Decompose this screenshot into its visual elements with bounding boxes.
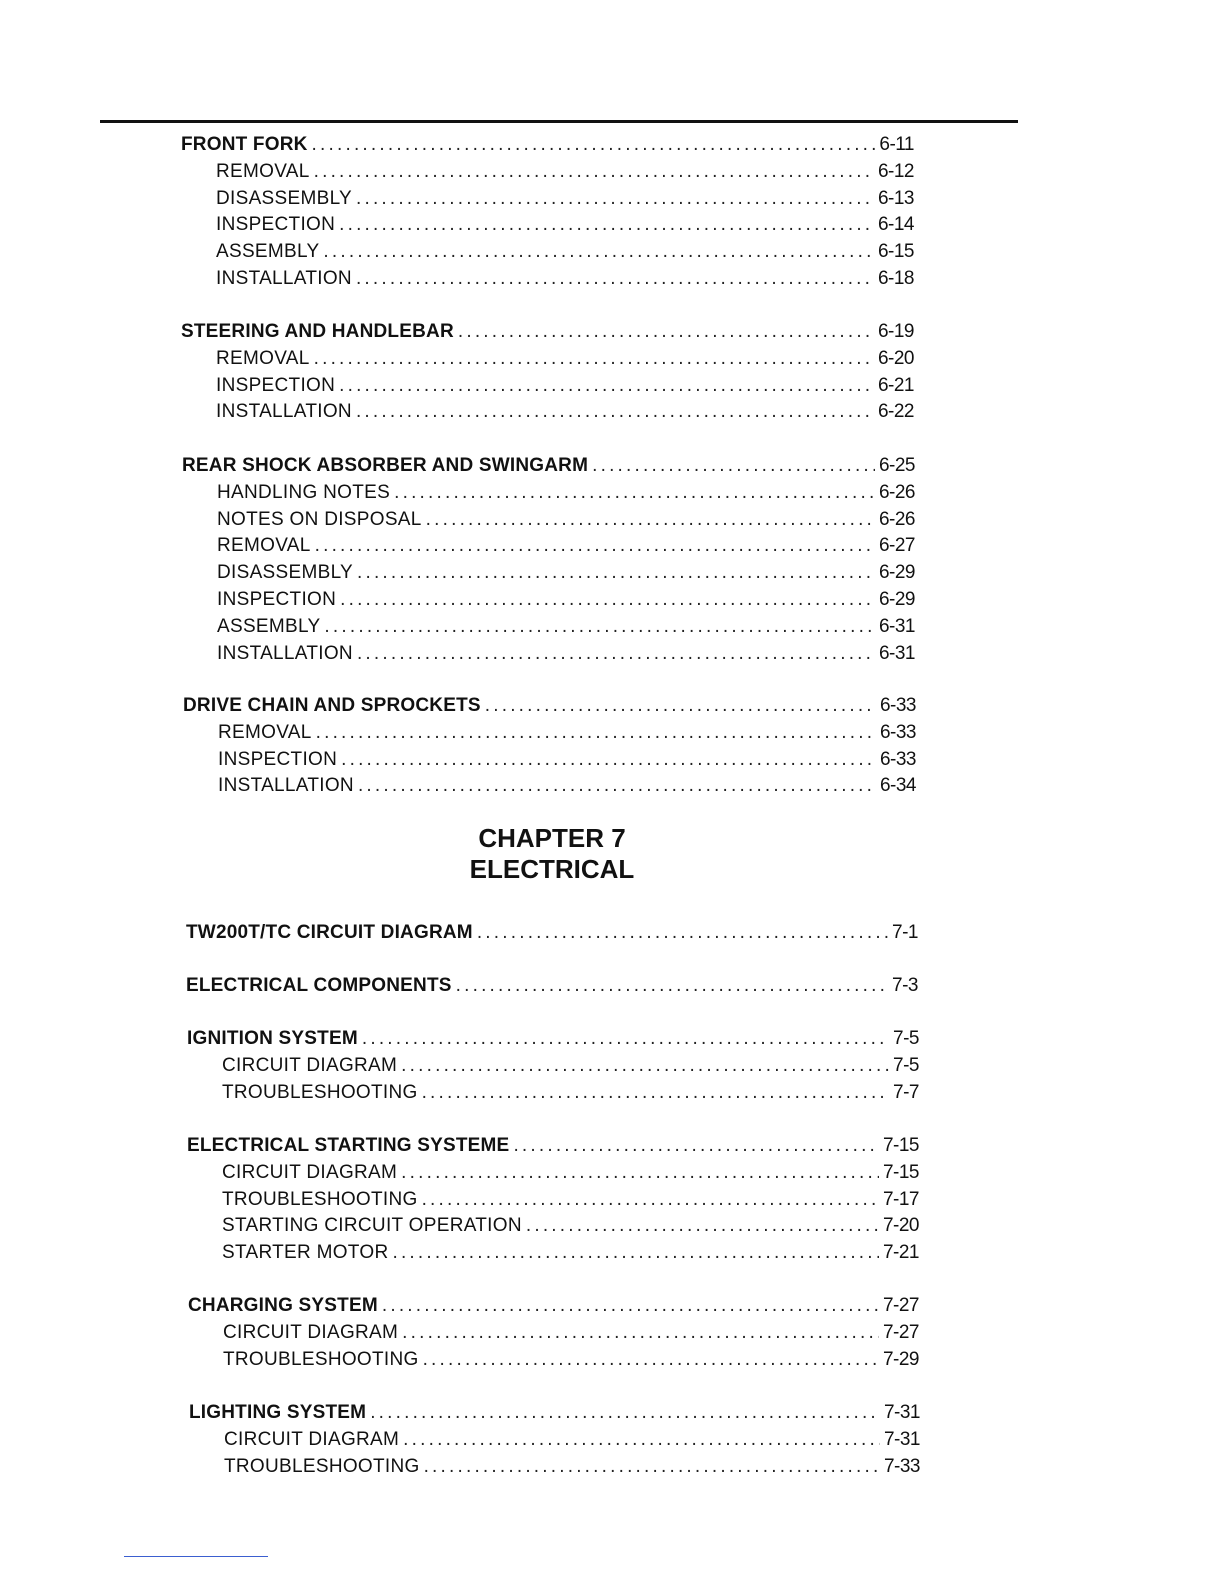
toc-subentry[interactable]: INSPECTION ..... 6-33	[183, 747, 916, 774]
toc-subentry[interactable]: CIRCUIT DIAGRAM ..... 7-31	[189, 1427, 920, 1454]
leader-dots	[323, 239, 874, 266]
leader-dots	[485, 693, 876, 720]
toc-entry[interactable]: ELECTRICAL COMPONENTS ..... 7-3	[186, 973, 918, 1000]
toc-subentry[interactable]: STARTING CIRCUIT OPERATION ..... 7-20	[187, 1213, 919, 1240]
leader-dots	[592, 453, 875, 480]
toc-section-rear-shock	[182, 453, 915, 667]
toc-subentry[interactable]: INSPECTION ..... 6-14	[181, 212, 914, 239]
leader-dots	[458, 319, 874, 346]
toc-subentry[interactable]: DISASSEMBLY ..... 6-29	[182, 560, 915, 587]
toc-entry[interactable]: ELECTRICAL STARTING SYSTEME ..... 7-15	[187, 1133, 919, 1160]
toc-subentry[interactable]: REMOVAL ..... 6-12	[181, 159, 914, 186]
leader-dots	[339, 373, 874, 400]
toc-subentry[interactable]: INSTALLATION ..... 6-22	[181, 399, 914, 426]
toc-subentry[interactable]: INSTALLATION ..... 6-18	[181, 266, 914, 293]
toc-section-circuit-diagram	[186, 920, 918, 947]
toc-section-steering	[181, 319, 914, 426]
leader-dots	[477, 920, 888, 947]
toc-subentry[interactable]: CIRCUIT DIAGRAM ..... 7-15	[187, 1160, 919, 1187]
toc-subentry[interactable]: REMOVAL ..... 6-20	[181, 346, 914, 373]
toc-subentry[interactable]: REMOVAL ..... 6-27	[182, 533, 915, 560]
leader-dots	[341, 747, 876, 774]
toc-subentry[interactable]: INSTALLATION ..... 6-34	[183, 773, 916, 800]
leader-dots	[316, 720, 876, 747]
toc-entry[interactable]: FRONT FORK ..... 6-11	[181, 132, 914, 159]
toc-entry[interactable]: DRIVE CHAIN AND SPROCKETS ..... 6-33	[183, 693, 916, 720]
toc-subentry[interactable]: CIRCUIT DIAGRAM ..... 7-27	[188, 1320, 919, 1347]
leader-dots	[456, 973, 888, 1000]
leader-dots	[401, 1160, 879, 1187]
leader-dots	[356, 186, 874, 213]
toc-subentry[interactable]: ASSEMBLY ..... 6-31	[182, 614, 915, 641]
leader-dots	[382, 1293, 879, 1320]
leader-dots	[358, 773, 876, 800]
toc-subentry[interactable]: REMOVAL ..... 6-33	[183, 720, 916, 747]
leader-dots	[426, 507, 875, 534]
leader-dots	[526, 1213, 879, 1240]
toc-entry[interactable]: LIGHTING SYSTEM ..... 7-31	[189, 1400, 920, 1427]
leader-dots	[339, 212, 874, 239]
leader-dots	[403, 1427, 880, 1454]
toc-subentry[interactable]: ASSEMBLY ..... 6-15	[181, 239, 914, 266]
toc-entry[interactable]: CHARGING SYSTEM ..... 7-27	[188, 1293, 919, 1320]
leader-dots	[314, 346, 874, 373]
toc-subentry[interactable]: TROUBLESHOOTING ..... 7-17	[187, 1187, 919, 1214]
leader-dots	[402, 1320, 879, 1347]
toc-subentry[interactable]: DISASSEMBLY ..... 6-13	[181, 186, 914, 213]
toc-subentry[interactable]: CIRCUIT DIAGRAM ..... 7-5	[187, 1053, 919, 1080]
toc-section-ignition	[187, 1026, 919, 1106]
leader-dots	[394, 480, 875, 507]
leader-dots	[423, 1347, 879, 1374]
bottom-rule	[124, 1556, 268, 1557]
leader-dots	[392, 1240, 879, 1267]
toc-section-drive-chain	[183, 693, 916, 800]
top-rule	[100, 120, 1018, 123]
toc-section-charging	[188, 1293, 919, 1373]
toc-subentry[interactable]: INSTALLATION ..... 6-31	[182, 641, 915, 668]
toc-subentry[interactable]: TROUBLESHOOTING ..... 7-29	[188, 1347, 919, 1374]
leader-dots	[513, 1133, 879, 1160]
leader-dots	[370, 1400, 880, 1427]
leader-dots	[424, 1454, 880, 1481]
leader-dots	[362, 1026, 889, 1053]
chapter-heading: CHAPTER 7	[478, 823, 626, 853]
leader-dots	[356, 399, 874, 426]
leader-dots	[312, 132, 876, 159]
toc-subentry[interactable]: INSPECTION ..... 6-29	[182, 587, 915, 614]
toc-subentry[interactable]: HANDLING NOTES ..... 6-26	[182, 480, 915, 507]
toc-section-electrical-components	[186, 973, 918, 1000]
toc-section-lighting	[189, 1400, 920, 1480]
leader-dots	[314, 159, 874, 186]
leader-dots	[340, 587, 875, 614]
toc-entry[interactable]: TW200T/TC CIRCUIT DIAGRAM ..... 7-1	[186, 920, 918, 947]
leader-dots	[315, 533, 875, 560]
toc-entry[interactable]: STEERING AND HANDLEBAR ..... 6-19	[181, 319, 914, 346]
leader-dots	[357, 641, 875, 668]
toc-subentry[interactable]: TROUBLESHOOTING ..... 7-7	[187, 1080, 919, 1107]
leader-dots	[324, 614, 875, 641]
leader-dots	[422, 1080, 889, 1107]
toc-subentry[interactable]: INSPECTION ..... 6-21	[181, 373, 914, 400]
toc-entry[interactable]: IGNITION SYSTEM ..... 7-5	[187, 1026, 919, 1053]
leader-dots	[356, 266, 874, 293]
leader-dots	[357, 560, 875, 587]
toc-subentry[interactable]: TROUBLESHOOTING ..... 7-33	[189, 1454, 920, 1481]
leader-dots	[422, 1187, 879, 1214]
toc-subentry[interactable]: STARTER MOTOR ..... 7-21	[187, 1240, 919, 1267]
leader-dots	[401, 1053, 889, 1080]
toc-entry[interactable]: REAR SHOCK ABSORBER AND SWINGARM ..... 6-25	[182, 453, 915, 480]
toc-section-starting	[187, 1133, 919, 1267]
toc-section-front-fork	[181, 132, 914, 293]
chapter-subheading: ELECTRICAL	[469, 854, 635, 884]
toc-subentry[interactable]: NOTES ON DISPOSAL ..... 6-26	[182, 507, 915, 534]
